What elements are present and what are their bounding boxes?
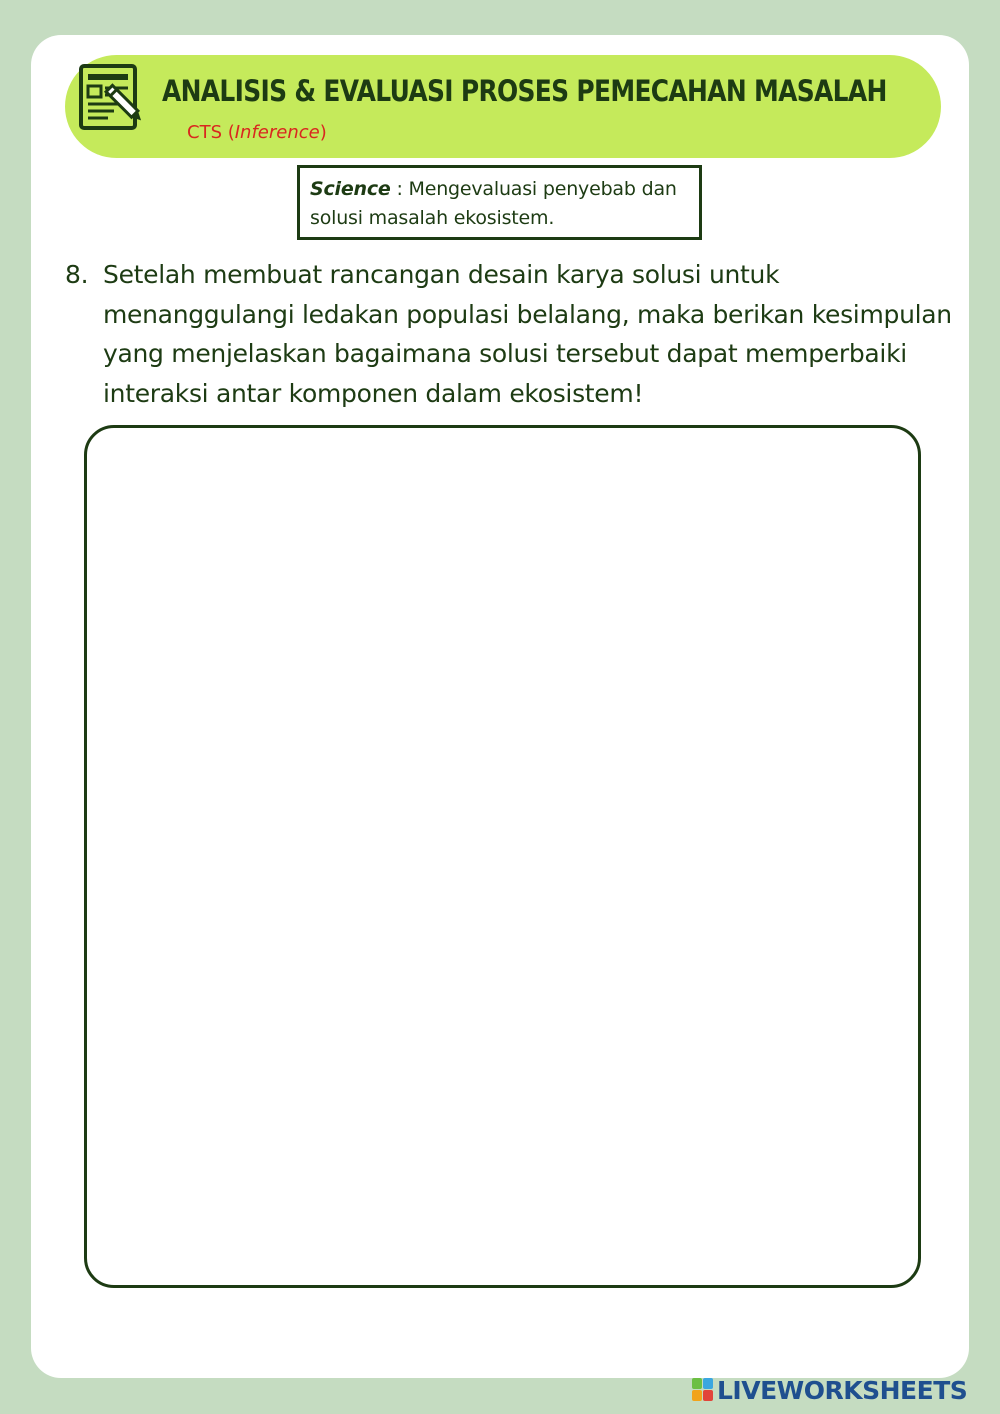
cts-suffix: ) <box>319 122 327 143</box>
science-objective-box <box>297 165 702 240</box>
answer-textbox[interactable] <box>84 425 921 1288</box>
cts-inference: Inference <box>234 122 320 143</box>
worksheet-title: ANALISIS & EVALUASI PROSES PEMECAHAN MASALAH <box>162 74 887 108</box>
cts-subtitle <box>187 122 327 143</box>
science-text: : Mengevaluasi penyebab dan solusi masalah ekosistem. <box>310 178 677 229</box>
liveworksheets-brand: LIVEWORKSHEETS <box>717 1375 968 1405</box>
document-pencil-icon <box>78 63 150 133</box>
question-8 <box>65 255 955 413</box>
cts-prefix: CTS ( <box>187 122 235 143</box>
question-number: 8. <box>65 260 89 289</box>
liveworksheets-mark-icon <box>692 1378 714 1402</box>
liveworksheets-logo[interactable] <box>692 1372 967 1408</box>
question-text: Setelah membuat rancangan desain karya solusi untuk menanggulangi ledakan populasi belalang, maka berikan kesimpulan yang menjelaskan bagaimana solusi tersebut dapat memperbaiki interaksi antar komponen dalam ekosistem! <box>103 260 952 408</box>
science-label: Science <box>310 178 391 200</box>
